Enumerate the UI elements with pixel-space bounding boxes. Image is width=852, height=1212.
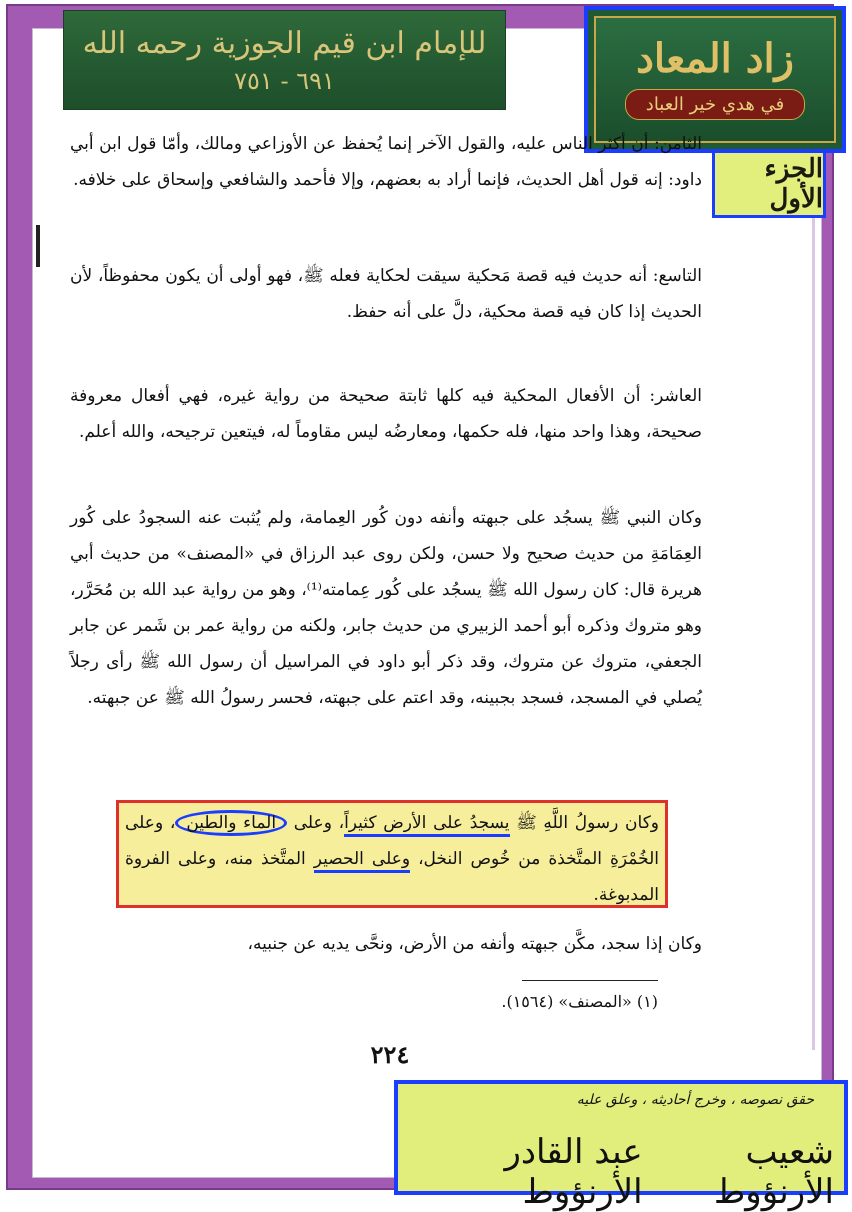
page-edge	[812, 150, 815, 1050]
paragraph-eighth: الثامن: أن أكثر الناس عليه، والقول الآخر إنما يُحفظ عن الأوزاعي ومالك، وأمّا قول ابن أبي داود: إنه قول أهل الحديث، فإنما أراد به بعضهم، وإلا فأحمد والشافعي وإسحاق على خلافه.	[70, 134, 702, 190]
book-subtitle: في هدي خير العباد	[625, 89, 805, 120]
book-title: زاد المعاد	[636, 35, 794, 82]
paragraph-prostration: وكان النبي ﷺ يسجُد على جبهته وأنفه دون كُور العِمامة، ولم يُثبت عنه السجودُ على كُور العِمَامَةِ من حديث صحيح ولا حسن، ولكن روى عبد الرزاق في «المصنف» من حديث أبي هريرة قال: كان رسول الله ﷺ يسجُد على كُور عِمامته⁽¹⁾، وهو من رواية عبد الله بن مُحَرَّر، وهو متروك وذكره أبو أحمد الزبيري من حديث جابر، ولكنه من رواية عمر بن شَمر عن جابر الجعفي، متروك عن متروك، وقد ذكر أبو داود في المراسيل أن رسول الله ﷺ رأى رجلاً يُصلي في المسجد، فسجد بجبينه، وقد اعتم على جبهته، فحسر رسولُ الله ﷺ عن جبهته.	[70, 508, 702, 708]
underlined-phrase-ground: يسجدُ على الأرض كثيراً	[344, 813, 509, 837]
circled-phrase-water-mud: الماء والطين	[175, 810, 287, 836]
paragraph-tenth: العاشر: أن الأفعال المحكية فيه كلها ثابتة صحيحة من رواية غيره، فهي أفعال معروفة صحيحة، وهذا واحد منها، فله حكمها، ومعارضُه ليس مقاوماً له، فيتعين ترجيحه، والله أعلم.	[70, 386, 702, 442]
highlight-end: المتَّخذ منه، وعلى الفروة المدبوغة.	[125, 849, 659, 905]
page-number: ٢٢٤	[370, 1040, 410, 1069]
highlighted-passage	[116, 800, 668, 908]
footnote-divider	[522, 980, 658, 981]
footnote: (١) «المصنف» (١٥٦٤).	[501, 992, 658, 1011]
highlighted-text	[125, 805, 659, 913]
author-banner	[63, 10, 506, 110]
paragraph-ninth: التاسع: أنه حديث فيه قصة مَحكية سيقت لحكاية فعله ﷺ، فهو أولى أن يكون محفوظاً، لأن الحديث إذا كان فيه قصة محكية، دلَّ على أنه حفظ.	[70, 266, 702, 322]
author-name: للإمام ابن قيم الجوزية رحمه الله	[82, 25, 487, 61]
highlight-mid1: ، وعلى	[287, 813, 345, 833]
highlight-start: وكان رسولُ اللَّهِ ﷺ	[509, 813, 659, 833]
volume-label: الجزء الأول	[712, 150, 826, 218]
underlined-phrase-mat: وعلى الحصير	[314, 849, 410, 873]
editor-credits	[394, 1080, 848, 1212]
editor-name-1: شعيب الأرنؤوط	[713, 1132, 834, 1212]
margin-mark	[36, 225, 40, 267]
credit-line: حقق نصوصه ، وخرج أحاديثه ، وعلق عليه	[576, 1092, 814, 1108]
highlight-mid2: ، وعلى الخُمْرَةِ المتَّخذة من خُوص النخل،	[125, 813, 660, 869]
author-years: ٦٩١ - ٧٥١	[234, 66, 335, 95]
paragraph-last: وكان إذا سجد، مكَّن جبهته وأنفه من الأرض، ونحَّى يديه عن جنبيه،	[247, 934, 702, 954]
editor-name-2: عبد القادر الأرنؤوط	[504, 1132, 643, 1212]
